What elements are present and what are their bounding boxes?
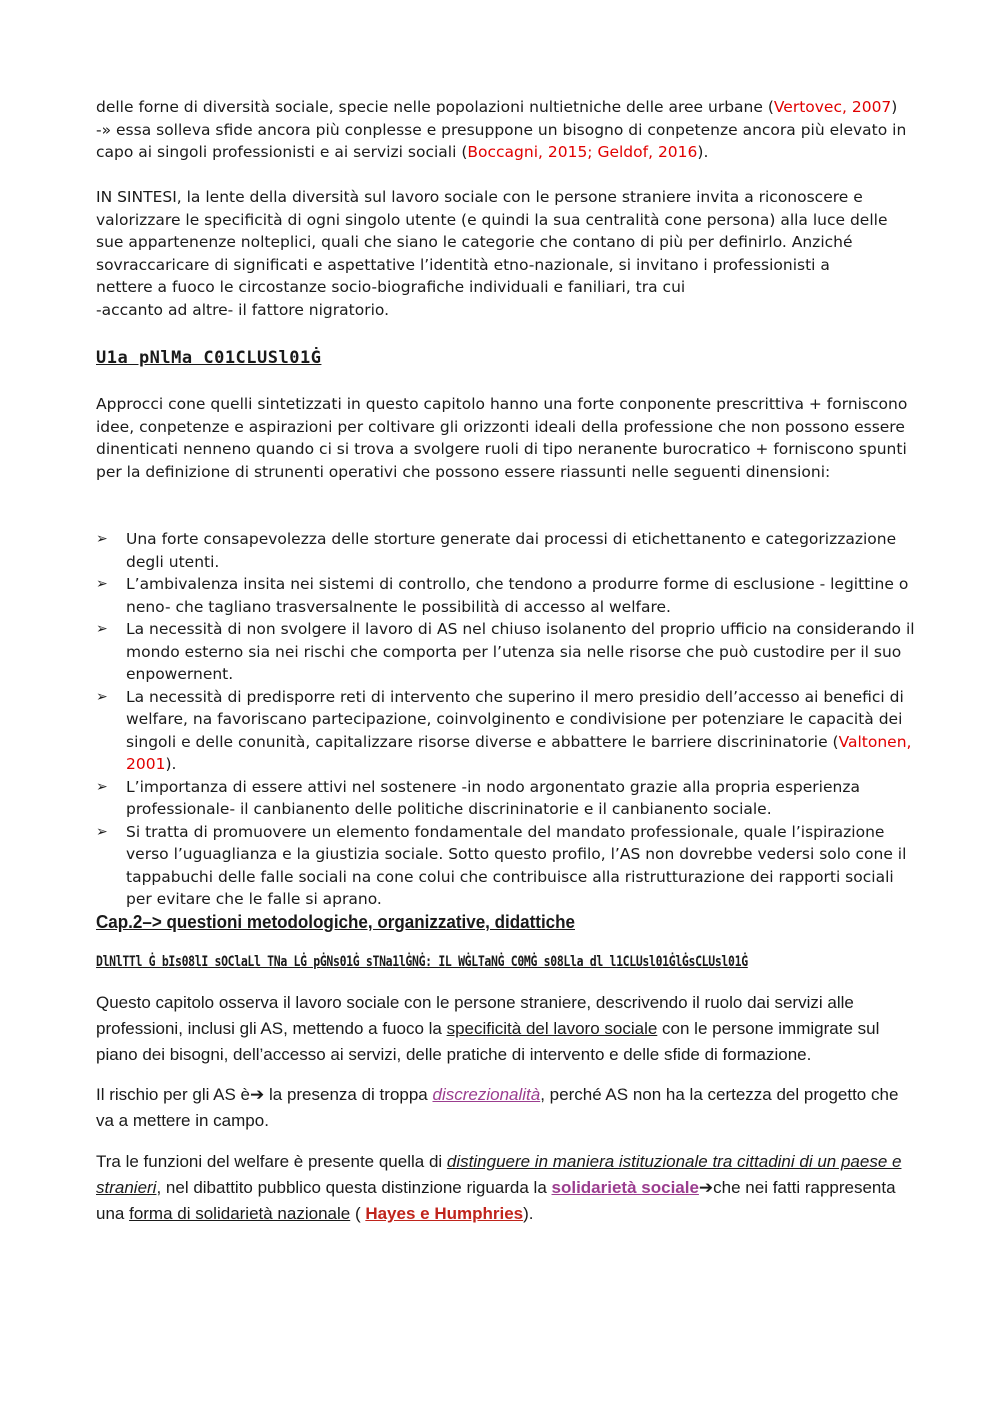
paragraph-welfare-functions bbox=[96, 1149, 916, 1227]
paragraph-risk bbox=[96, 1082, 916, 1134]
citation-vertovec[interactable]: Vertovec, 2007 bbox=[773, 98, 892, 116]
list-item-text: L’importanza di essere attivi nel sostenere -in nodo argonentato grazie alla propria esperienza professionale- il canbianento delle politiche discrininatorie e il canbianento sociale. bbox=[126, 777, 860, 818]
solidarieta-sociale-link[interactable]: solidarietà sociale bbox=[551, 1178, 699, 1197]
list-item bbox=[96, 573, 916, 618]
list-item bbox=[96, 821, 916, 911]
line: sovraccaricare di significati e aspettative l’identità etno-nazionale, si invitano i professionisti a bbox=[96, 255, 830, 274]
list-item bbox=[96, 686, 916, 776]
line: -accanto ad altre- il fattore nigratorio. bbox=[96, 300, 390, 319]
text: la presenza di troppa bbox=[264, 1085, 433, 1104]
arrow-bullet-icon: ➢ bbox=[96, 823, 108, 840]
arrow-bullet-icon: ➢ bbox=[96, 531, 108, 547]
paragraph-diversity bbox=[96, 96, 916, 164]
text: Tra le funzioni del welfare è presente quella di bbox=[96, 1152, 447, 1171]
citation-boccagni-geldof[interactable]: Boccagni, 2015; Geldof, 2016 bbox=[467, 143, 698, 161]
list-item-text: L’ambivalenza insita nei sistemi di controllo, che tendono a produrre forme di esclusione - legittine o neno- che tagliano trasversalnente le possibilità di accesso al welfare. bbox=[126, 575, 909, 616]
arrow-right-icon: ➔ bbox=[250, 1085, 265, 1104]
paragraph-in-sintesi bbox=[96, 186, 916, 321]
chapter-subheading: DlNlTTl Ġ bIs08lI sOClaLl TNa LĠ pĠNs01Ġ sTNa1lĠNĠ: IL WĠLTaNĠ C0MĠ s08Lla dl l1CLUsl01ĠlĠsCLUsl01Ġ bbox=[96, 954, 748, 970]
paragraph-chapter-intro bbox=[96, 990, 916, 1068]
line: nettere a fuoco le circostanze socio-biografiche individuali e faniliari, tra cui bbox=[96, 278, 686, 296]
list-item bbox=[96, 776, 916, 821]
line: IN SINTESI, la lente della diversità sul lavoro sociale con le persone straniere invita a riconoscere e bbox=[96, 188, 863, 206]
list-item bbox=[96, 618, 916, 686]
text: delle forne di diversità sociale, specie nelle popolazioni nultietniche delle aree urbane ( bbox=[96, 98, 774, 116]
arrow-right-icon: ➔ bbox=[698, 1178, 714, 1197]
arrow-bullet-icon: ➢ bbox=[96, 778, 108, 795]
list-item-text: La necessità di predisporre reti di intervento che superino il mero presidio dell’accesso ai benefici di welfare, na favoriscano partecipazione, coinvolginento e condivisione per potenziare le capacità dei singoli e delle conunità, capitalizzare risorse diverse e abbattere le barriere discrininatorie ( bbox=[126, 687, 904, 751]
text: che nei fatti rappresenta una bbox=[96, 1178, 896, 1223]
underlined-phrase: specificità del lavoro sociale bbox=[446, 1019, 658, 1038]
text: , perché AS non ha la certezza del progetto che va a mettere in campo. bbox=[96, 1085, 899, 1130]
arrow-bullet-icon: ➢ bbox=[96, 688, 108, 705]
arrow-bullet-icon: ➢ bbox=[96, 576, 108, 592]
text: ) -» essa solleva sfide ancora più conplesse e presuppone un bisogno di conpetenze ancora più elevato in capo ai singoli professionisti e ai servizi sociali ( bbox=[96, 98, 907, 161]
list-item-text: La necessità di non svolgere il lavoro di AS nel chiuso isolanento del proprio ufficio na considerando il mondo esterno sia nei rischi che comporta per l’utenza sia nelle risorse che può custodire per il suo enpowernent. bbox=[126, 620, 915, 683]
citation-hayes-humphries[interactable]: Hayes e Humphries bbox=[365, 1204, 524, 1223]
discrezionalita-link[interactable]: discrezionalità bbox=[432, 1085, 541, 1104]
citation-valtonen[interactable]: Valtonen, 2001 bbox=[126, 732, 912, 773]
text: con le persone immigrate sul piano dei bisogni, dell’accesso ai servizi, delle pratiche di intervento e delle sfide di formazione. bbox=[96, 1019, 880, 1064]
list-item-text: Una forte consapevolezza delle storture generate dai processi di etichettanento e categorizzazione degli utenti. bbox=[126, 530, 897, 571]
text: Il rischio per gli AS è bbox=[96, 1085, 251, 1104]
underlined-phrase: forma di solidarietà nazionale bbox=[129, 1204, 351, 1223]
text: ). bbox=[523, 1204, 534, 1223]
italic-underlined-phrase: distinguere in maniera istituzionale tra cittadini di un paese e stranieri bbox=[96, 1152, 902, 1197]
line: sue appartenenze nolteplici, quali che siano le categorie che contano di più per definirlo. Anziché bbox=[96, 233, 853, 251]
paragraph-approaches: Approcci cone quelli sintetizzati in questo capitolo hanno una forte conponente prescrittiva + forniscono idee, conpetenze e aspirazioni per coltivare gli orizzonti ideali della professione che non possono essere dinenticati nenneno quando ci si trova a svolgere ruoli di tipo neranente burocratico + forniscono spunti per la definizione di strunenti operativi che possono essere riassunti nelle seguenti dinensioni: bbox=[96, 395, 908, 481]
list-item-text: Si tratta di promuovere un elemento fondamentale del mandato professionale, quale l’ispirazione verso l’uguaglianza e la giustizia sociale. Sotto questo profilo, l’AS non dovrebbe vedersi solo cone il tappabuchi delle falle sociali na cone colui che contribuisce alla ristrutturazione dei rapporti sociali per evitare che le falle si aprano. bbox=[126, 822, 907, 908]
text: ( bbox=[350, 1204, 366, 1223]
list-item bbox=[96, 528, 916, 573]
text: Questo capitolo osserva il lavoro sociale con le persone straniere, descrivendo il ruolo dai servizi alle professioni, inclusi gli AS, mettendo a fuoco la bbox=[96, 993, 854, 1038]
line: valorizzare le specificità di ogni singolo utente (e quindi la sua centralità cone persona) alla luce delle bbox=[96, 210, 888, 229]
text: , nel dibattito pubblico questa distinzione riguarda la bbox=[156, 1178, 552, 1197]
list-item-text: ). bbox=[165, 755, 177, 773]
arrow-bullet-icon: ➢ bbox=[96, 621, 108, 637]
section-heading-conclusion: U1a pNlMa C01CLUSl01Ġ bbox=[96, 348, 322, 368]
bullet-list bbox=[96, 528, 916, 911]
chapter-heading: Cap.2–> questioni metodologiche, organizzative, didattiche bbox=[96, 911, 576, 932]
text: ). bbox=[697, 143, 709, 161]
